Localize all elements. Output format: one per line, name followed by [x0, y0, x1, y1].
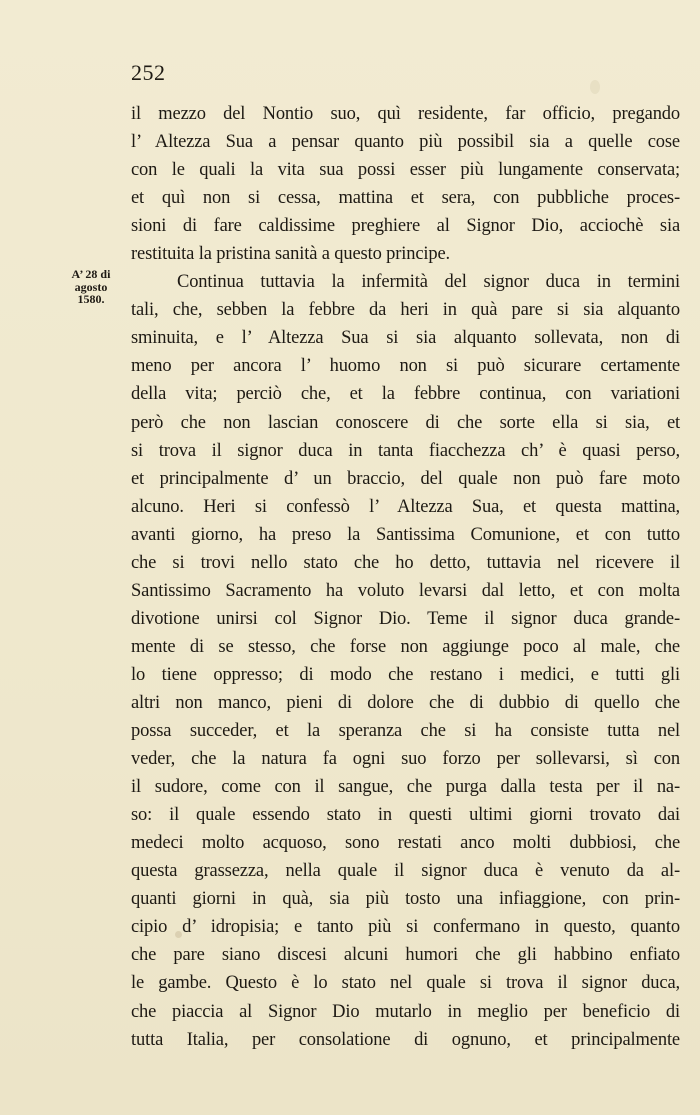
text-line: sioni di fare caldissime preghiere al Signor Dio, acciochè sia [131, 216, 680, 237]
text-line: possa succeder, et la speranza che si ha consiste tutta nel [131, 721, 680, 742]
text-line: questa grassezza, nella quale il signor duca è venuto da al- [131, 861, 680, 882]
text-line: alcuno. Heri si confessò l’ Altezza Sua, et questa mattina, [131, 496, 680, 517]
text-line: il mezzo del Nontio suo, quì residente, far officio, pregando [131, 104, 680, 124]
text-line: lo tiene oppresso; di modo che restano i medici, e tutti gli [131, 664, 680, 685]
text-line: sminuita, e l’ Altezza Sua si sia alquanto sollevata, non di [131, 328, 680, 349]
text-line: medeci molto acquoso, sono restati anco molti dubbiosi, che [131, 833, 680, 854]
text-line: che pare siano discesi alcuni humori che gli habbino enfiato [131, 945, 680, 966]
text-line: Continua tuttavia la infermità del signor duca in termini [177, 272, 680, 293]
text-line: quanti giorni in quà, sia più tosto una infiaggione, con prin- [131, 889, 680, 910]
text-line: divotione unirsi col Signor Dio. Teme il signor duca grande- [131, 608, 680, 629]
text-line: tali, che, sebben la febbre da heri in quà pare si sia alquanto [131, 300, 680, 321]
text-line: meno per ancora l’ huomo non si può sicurare certamente [131, 356, 680, 377]
text-line: l’ Altezza Sua a pensar quanto più possibil sia a quelle cose [131, 132, 680, 153]
margin-note-line: A’ 28 di [71, 267, 111, 281]
ink-spot [175, 931, 182, 938]
text-line: cipio d’ idropisia; e tanto più si confermano in questo, quanto [131, 917, 680, 938]
text-line: Santissimo Sacramento ha voluto levarsi dal letto, et con molta [131, 580, 680, 601]
text-line: le gambe. Questo è lo stato nel quale si trova il signor duca, [131, 973, 680, 994]
text-line: che si trovi nello stato che ho detto, tuttavia nel ricevere il [131, 552, 680, 573]
text-line: che piaccia al Signor Dio mutarlo in meglio per beneficio di [131, 1001, 680, 1022]
text-line: so: il quale essendo stato in questi ultimi giorni trovato dai [131, 805, 680, 826]
text-line: restituita la pristina sanità a questo principe. [131, 244, 451, 265]
text-line: si trova il signor duca in tanta fiacchezza ch’ è quasi perso, [131, 440, 680, 461]
page-number: 252 [131, 60, 166, 85]
text-line: veder, che la natura fa ogni suo forzo per sollevarsi, sì con [131, 749, 680, 770]
text-line: altri non manco, pieni di dolore che di dubbio di quello che [131, 692, 680, 713]
text-line: tutta Italia, per consolatione di ognuno, et principalmente [131, 1029, 680, 1050]
text-line: et principalmente d’ un braccio, del quale non può fare moto [131, 468, 680, 489]
text-line: con le quali la vita sua possi esser più lungamente conservata; [131, 160, 680, 181]
text-line: il sudore, come con il sangue, che purga dalla testa per il na- [131, 777, 680, 798]
text-line: et quì non si cessa, mattina et sera, con pubbliche proces- [131, 188, 680, 209]
text-line: però che non lascian conoscere di che sorte ella si sia, et [131, 412, 680, 433]
margin-note-line: 1580. [77, 292, 105, 306]
text-line: mente di se stesso, che forse non aggiunge poco al male, che [131, 636, 680, 657]
paper-stain [590, 80, 600, 94]
body-text [131, 100, 680, 1054]
text-line: della vita; perciò che, et la febbre continua, con variationi [131, 384, 680, 405]
text-line: avanti giorno, ha preso la Santissima Comunione, et con tutto [131, 524, 680, 545]
margin-note-line: agosto [74, 279, 108, 294]
margin-date-note [52, 268, 130, 306]
